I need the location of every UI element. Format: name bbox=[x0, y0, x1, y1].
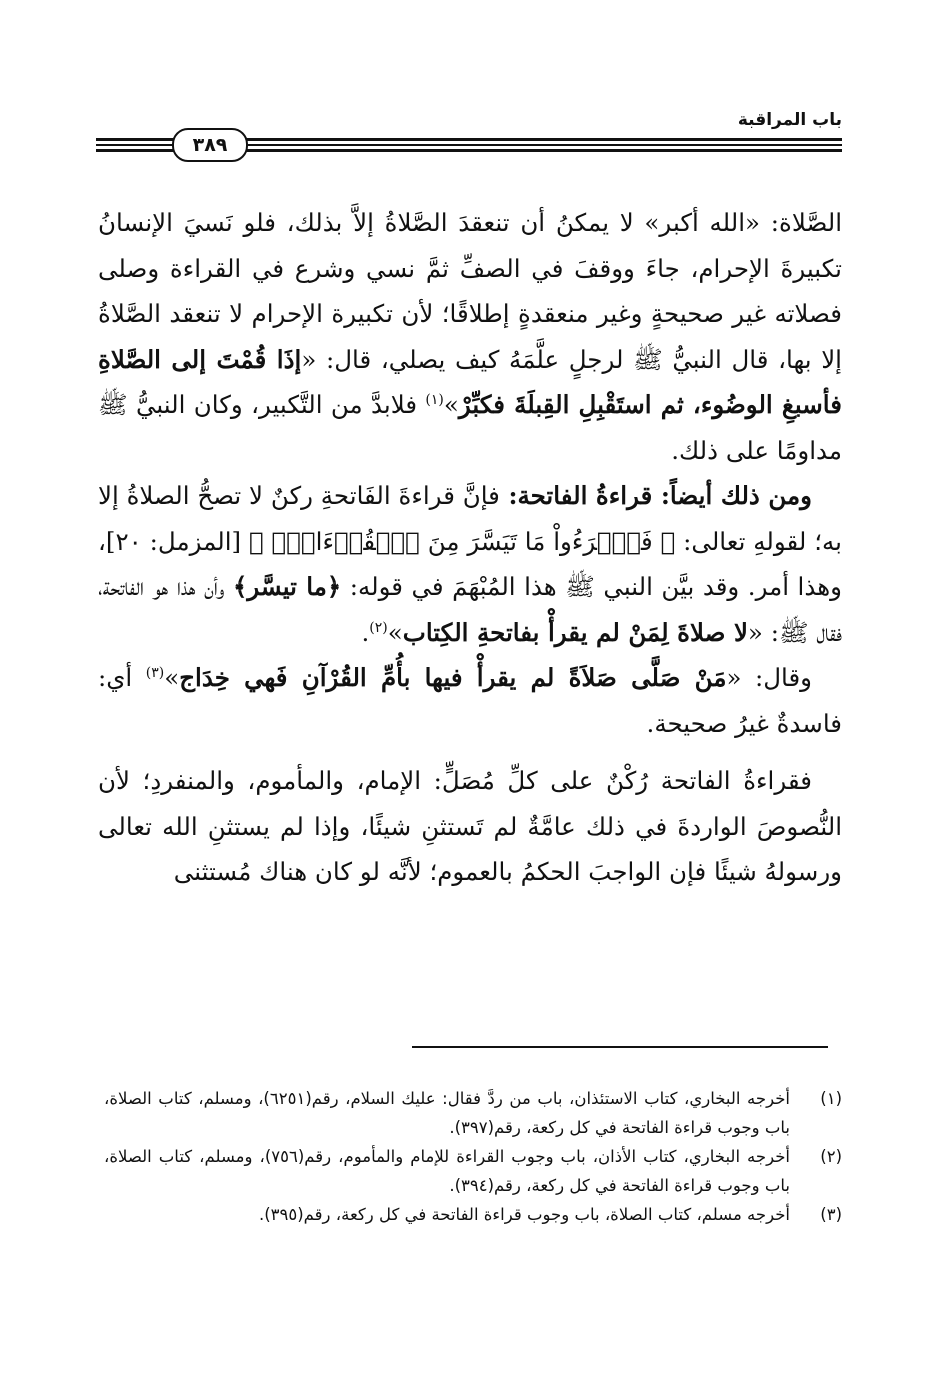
paragraph-1 bbox=[98, 200, 842, 473]
footnote-text: أخرجه مسلم، كتاب الصلاة، باب وجوب قراءة الفاتحة في كل ركعة، رقم(٣٩٥). bbox=[258, 1205, 790, 1224]
paragraph-2-quote-close: » bbox=[387, 617, 403, 647]
hadith-quote-3: مَنْ صَلَّى صَلاَةً لم يقرأْ فيها بأُمِّ القُرْآنِ فَهي خِدَاج bbox=[179, 663, 727, 692]
paragraph-3 bbox=[98, 655, 842, 746]
footnote-separator bbox=[412, 1046, 828, 1048]
paragraph-4 bbox=[98, 758, 842, 895]
footnote bbox=[104, 1142, 842, 1200]
footnote-ref-3: (٣) bbox=[145, 664, 165, 681]
footnote-number: (١) bbox=[820, 1089, 842, 1108]
footnote-number: (٣) bbox=[820, 1205, 842, 1224]
paragraph-1-text-a: الصَّلاة: «الله أكبر» لا يمكنُ أن تنعقدَ الصَّلاةُ إلاَّ بذلك، فلو نَسيَ الإنسانُ تكبيرةَ الإحرام، جاءَ ووقفَ في الصفِّ ثمَّ نسي وشرع في القراءة وصلى فصلاته غير صحيحةٍ وغير منعقدةٍ إطلاقًا؛ لأن تكبيرة الإحرام لا تنعقد الصَّلاةُ إلا بها، قال النبيُّ ﷺ لرجلٍ علَّمَهُ كيف يصلي، قال: « bbox=[98, 208, 842, 374]
hadith-quote-2: لا صلاةَ لِمَنْ لم يقرأْ بفاتحةِ الكِتاب bbox=[402, 617, 748, 647]
header-rule bbox=[96, 134, 842, 156]
footnote bbox=[104, 1084, 842, 1142]
paragraph-1-quote-close: » bbox=[443, 390, 459, 419]
main-text bbox=[98, 200, 842, 895]
paragraph-4-text: فقراءةُ الفاتحة رُكْنٌ على كلِّ مُصَلٍّ: الإمام، والمأموم، والمنفردِ؛ لأن النُّصوصَ الواردةَ في ذلك عامَّةٌ لم تَستثنِ شيئًا، وإذا لم يستثنِ الله تعالى ورسولهُ شيئًا فإن الواجبَ الحكمُ بالعموم؛ لأنَّه لو كان هناك مُستثنى bbox=[98, 766, 842, 886]
paragraph-3-text-b: أي: فاسدةٌ غيرُ صحيحة. bbox=[98, 663, 842, 738]
footnote-text: أخرجه البخاري، كتاب الاستئذان، باب من ردَّ فقال: عليك السلام، رقم(٦٢٥١)، ومسلم، كتاب الصلاة، باب وجوب قراءة الفاتحة في كل ركعة، رقم(٣٩٧). bbox=[104, 1089, 790, 1137]
paragraph-2-text-a: فإنَّ قراءةَ الفَاتحةِ ركنٌ لا تصحُّ الصلاةُ إلا به؛ لقولهِ تعالى: bbox=[98, 481, 842, 556]
hadith-quote-1: إذَا قُمْتَ إلى الصَّلاةِ فأسبغِ الوضُوء، ثم استَقْبِلِ القِبلَةَ فكبِّرْ bbox=[98, 344, 842, 419]
footnote-text: أخرجه البخاري، كتاب الأذان، باب وجوب القراءة للإمام والمأموم، رقم(٧٥٦)، ومسلم، كتاب الصلاة، باب وجوب قراءة الفاتحة في كل ركعة، رقم(٣٩٤). bbox=[104, 1147, 790, 1195]
footnotes bbox=[104, 1084, 842, 1229]
paragraph-3-text-a: وقال: « bbox=[726, 663, 813, 692]
paragraph-2 bbox=[98, 473, 842, 655]
section-heading-fatiha: ومن ذلك أيضاً: قراءةُ الفاتحة: bbox=[499, 481, 812, 510]
paragraph-2-text-c: وأن هذا هو الفاتحة، فقال ﷺ: « bbox=[98, 572, 842, 647]
quran-verse-2: ﴿ما تيسَّر﴾ bbox=[233, 572, 342, 601]
chapter-title: باب المراقبة bbox=[737, 110, 842, 130]
paragraph-3-quote-close: » bbox=[164, 663, 180, 692]
quran-verse-1: ﴿ فَٱقۡرَءُواْ مَا تَيَسَّرَ مِنَ ٱلۡقُرۡءَانِۚ ﴾ bbox=[248, 526, 676, 556]
paragraph-2-text-b: [المزمل: ٢٠]، وهذا أمر. وقد بيَّن النبي ﷺ هذا المُبْهَمَ في قوله: bbox=[98, 526, 842, 601]
footnote-ref-2: (٢) bbox=[369, 619, 388, 636]
footnote-number: (٢) bbox=[820, 1147, 842, 1166]
footnote-ref-1: (١) bbox=[425, 391, 444, 408]
footnote bbox=[104, 1200, 842, 1229]
page-number: ٣٨٩ bbox=[172, 128, 248, 162]
paragraph-2-text-d: . bbox=[361, 617, 370, 647]
page-header bbox=[96, 108, 842, 158]
paragraph-1-text-b: فلابدَّ من التَّكبير، وكان النبيُّ ﷺ مداومًا على ذلك. bbox=[98, 390, 842, 465]
